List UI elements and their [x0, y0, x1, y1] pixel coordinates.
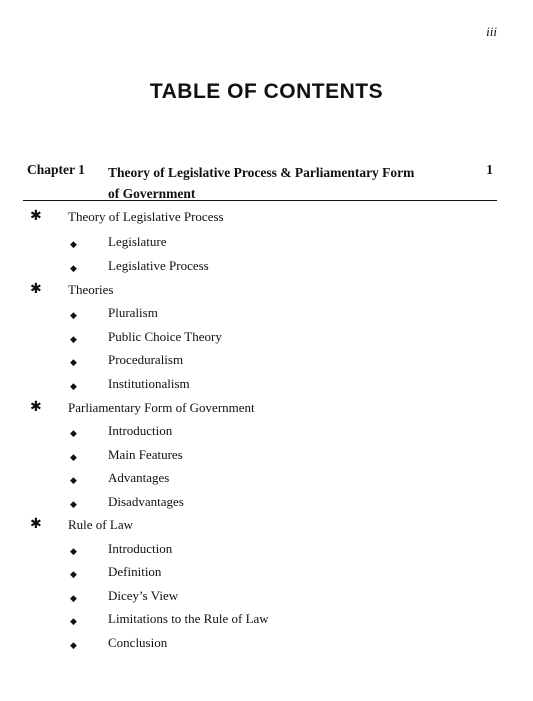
chapter-label: Chapter 1 [27, 162, 85, 177]
diamond-bullet-icon: ◆ [70, 310, 77, 320]
asterisk-bullet-icon: ✱ [30, 400, 42, 415]
toc-item-label: Main Features [108, 447, 183, 462]
toc-item-diceys-view[interactable] [70, 588, 179, 604]
toc-section-title: Parliamentary Form of Government [68, 400, 255, 415]
toc-item-pluralism[interactable] [70, 305, 158, 321]
toc-item-definition[interactable] [70, 564, 162, 580]
toc-item-label: Introduction [108, 541, 173, 556]
toc-item-main-features[interactable] [70, 447, 183, 463]
diamond-bullet-icon: ◆ [70, 546, 77, 556]
toc-item-label: Pluralism [108, 305, 158, 320]
chapter-title: Theory of Legislative Process & Parliamentary Form of Government [108, 165, 415, 201]
toc-item-institutionalism[interactable] [70, 376, 190, 392]
toc-item-label: Dicey’s View [108, 588, 179, 603]
toc-section-title: Theories [68, 282, 114, 297]
chapter-page-number: 1 [486, 162, 493, 177]
toc-item-label: Proceduralism [108, 352, 184, 367]
toc-item-public-choice-theory[interactable] [70, 329, 222, 345]
toc-item-label: Public Choice Theory [108, 329, 222, 344]
toc-item-introduction[interactable] [70, 541, 173, 557]
toc-item-label: Disadvantages [108, 494, 184, 509]
page-number: iii [486, 24, 497, 39]
toc-item-legislature[interactable] [70, 234, 167, 250]
diamond-bullet-icon: ◆ [70, 357, 77, 367]
diamond-bullet-icon: ◆ [70, 263, 77, 273]
asterisk-bullet-icon: ✱ [30, 517, 42, 532]
diamond-bullet-icon: ◆ [70, 640, 77, 650]
diamond-bullet-icon: ◆ [70, 334, 77, 344]
toc-item-label: Advantages [108, 470, 170, 485]
asterisk-bullet-icon: ✱ [30, 209, 42, 224]
chapter-divider [23, 200, 497, 201]
diamond-bullet-icon: ◆ [70, 428, 77, 438]
diamond-bullet-icon: ◆ [70, 593, 77, 603]
toc-item-proceduralism[interactable] [70, 352, 184, 368]
toc-item-limitations-to-the-rule-of-law[interactable] [70, 611, 269, 627]
toc-section-title: Rule of Law [68, 517, 133, 532]
asterisk-bullet-icon: ✱ [30, 282, 42, 297]
diamond-bullet-icon: ◆ [70, 475, 77, 485]
toc-item-disadvantages[interactable] [70, 494, 184, 510]
toc-item-label: Limitations to the Rule of Law [108, 611, 269, 626]
diamond-bullet-icon: ◆ [70, 616, 77, 626]
diamond-bullet-icon: ◆ [70, 452, 77, 462]
toc-item-legislative-process[interactable] [70, 258, 209, 274]
toc-item-label: Introduction [108, 423, 173, 438]
toc-item-label: Definition [108, 564, 162, 579]
page-title: TABLE OF CONTENTS [149, 80, 384, 103]
toc-item-label: Legislature [108, 234, 167, 249]
chapter-header[interactable] [27, 162, 497, 202]
diamond-bullet-icon: ◆ [70, 239, 77, 249]
diamond-bullet-icon: ◆ [70, 381, 77, 391]
toc-section-theories[interactable] [30, 282, 114, 298]
toc-section-theory-of-legislative-process[interactable] [30, 209, 224, 225]
toc-item-label: Legislative Process [108, 258, 209, 273]
toc-section-parliamentary-form-of-government[interactable] [30, 400, 255, 416]
toc-item-label: Institutionalism [108, 376, 190, 391]
toc-item-introduction[interactable] [70, 423, 173, 439]
toc-section-rule-of-law[interactable] [30, 517, 133, 533]
toc-item-conclusion[interactable] [70, 635, 168, 651]
toc-item-advantages[interactable] [70, 470, 170, 486]
diamond-bullet-icon: ◆ [70, 499, 77, 509]
toc-item-label: Conclusion [108, 635, 168, 650]
diamond-bullet-icon: ◆ [70, 569, 77, 579]
toc-section-title: Theory of Legislative Process [68, 209, 224, 224]
